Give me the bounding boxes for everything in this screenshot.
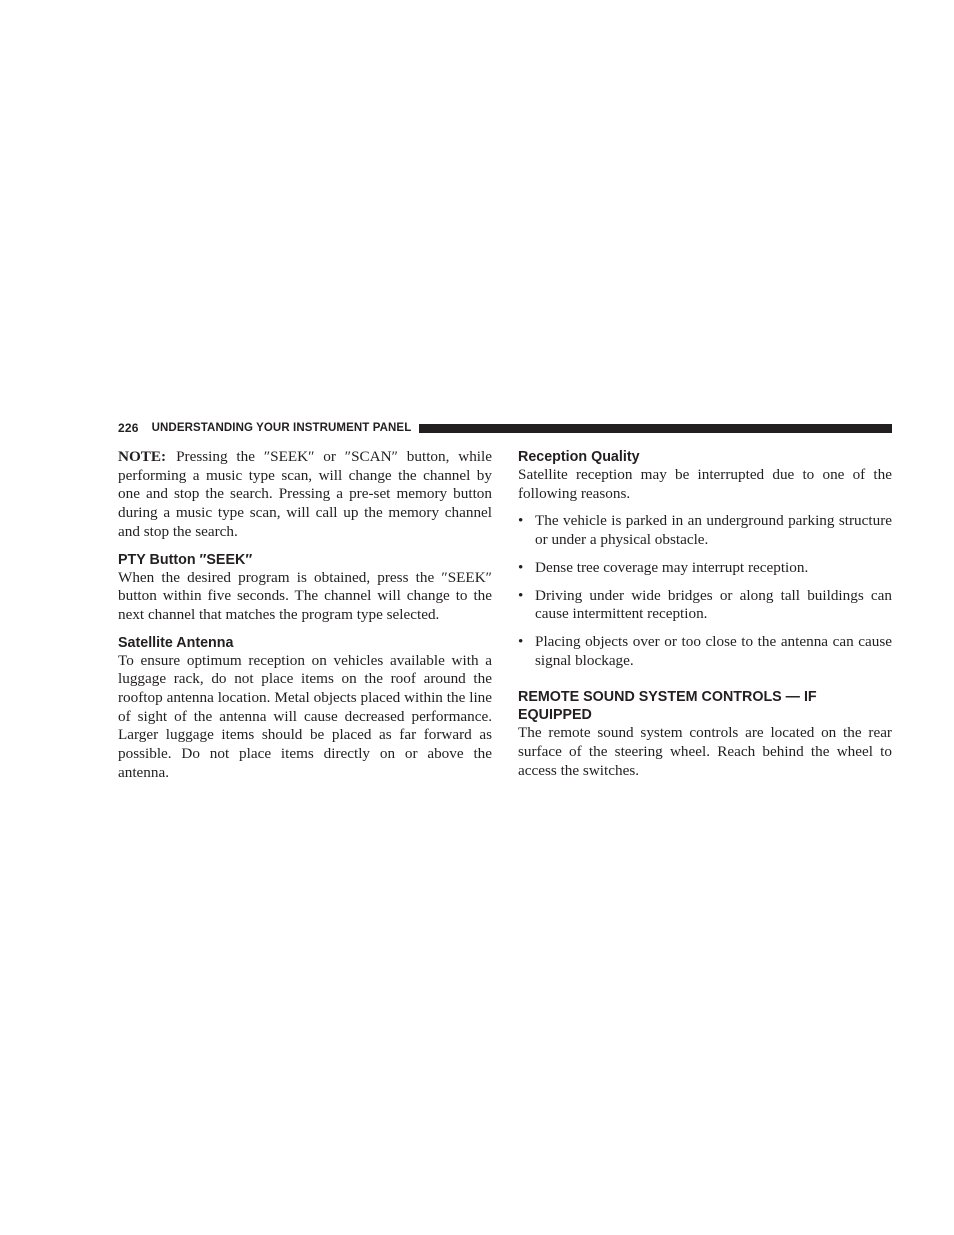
list-item-text: Dense tree coverage may interrupt reception.	[535, 558, 809, 576]
remote-sound-controls-text: The remote sound system controls are located on the rear surface of the steering wheel. Reach behind the wheel to access the switches.	[518, 724, 892, 779]
list-item	[518, 512, 892, 549]
header-title: UNDERSTANDING YOUR INSTRUMENT PANEL	[151, 422, 412, 434]
bullet-mark: •	[518, 586, 524, 604]
remote-sound-controls-heading: REMOTE SOUND SYSTEM CONTROLS — IF EQUIPPED	[518, 689, 817, 724]
list-item	[518, 559, 892, 578]
list-item	[518, 587, 892, 624]
page-header	[118, 419, 892, 437]
reception-reasons-list	[518, 512, 892, 670]
satellite-antenna-heading: Satellite Antenna	[118, 634, 234, 651]
note-label: NOTE:	[118, 448, 167, 465]
page-number: 226	[118, 421, 139, 435]
right-column	[518, 448, 892, 780]
list-item-text: Placing objects over or too close to the antenna can cause signal blockage.	[535, 632, 892, 669]
pty-button-text: When the desired program is obtained, press the ″SEEK″ button within five seconds. The channel will change to the next channel that matches the program type selected.	[118, 568, 492, 623]
reception-quality-intro: Satellite reception may be interrupted due to one of the following reasons.	[518, 466, 892, 502]
list-item	[518, 633, 892, 670]
bullet-mark: •	[518, 632, 524, 650]
bullet-mark: •	[518, 558, 524, 576]
list-item-text: The vehicle is parked in an underground parking structure or under a physical obstacle.	[535, 512, 892, 549]
left-column	[118, 448, 492, 783]
list-item-text: Driving under wide bridges or along tall buildings can cause intermittent reception.	[535, 586, 892, 623]
bullet-mark: •	[518, 512, 524, 530]
note-paragraph	[118, 448, 492, 542]
pty-button-heading: PTY Button ″SEEK″	[118, 551, 253, 568]
header-rule	[419, 424, 892, 433]
reception-quality-heading: Reception Quality	[518, 449, 640, 465]
note-text: Pressing the ″SEEK″ or ″SCAN″ button, while performing a music type scan, will change the channel by one and stop the search. Pressing a pre-set memory button during a music type scan, will call up the memory channel and stop the search.	[118, 448, 492, 540]
satellite-antenna-text: To ensure optimum reception on vehicles available with a luggage rack, do not place items on the roof around the rooftop antenna location. Metal objects placed within the line of sight of the antenna will cause decreased performance. Larger luggage items should be placed as far forward as possible. Do not place items directly on or above the antenna.	[118, 651, 492, 781]
